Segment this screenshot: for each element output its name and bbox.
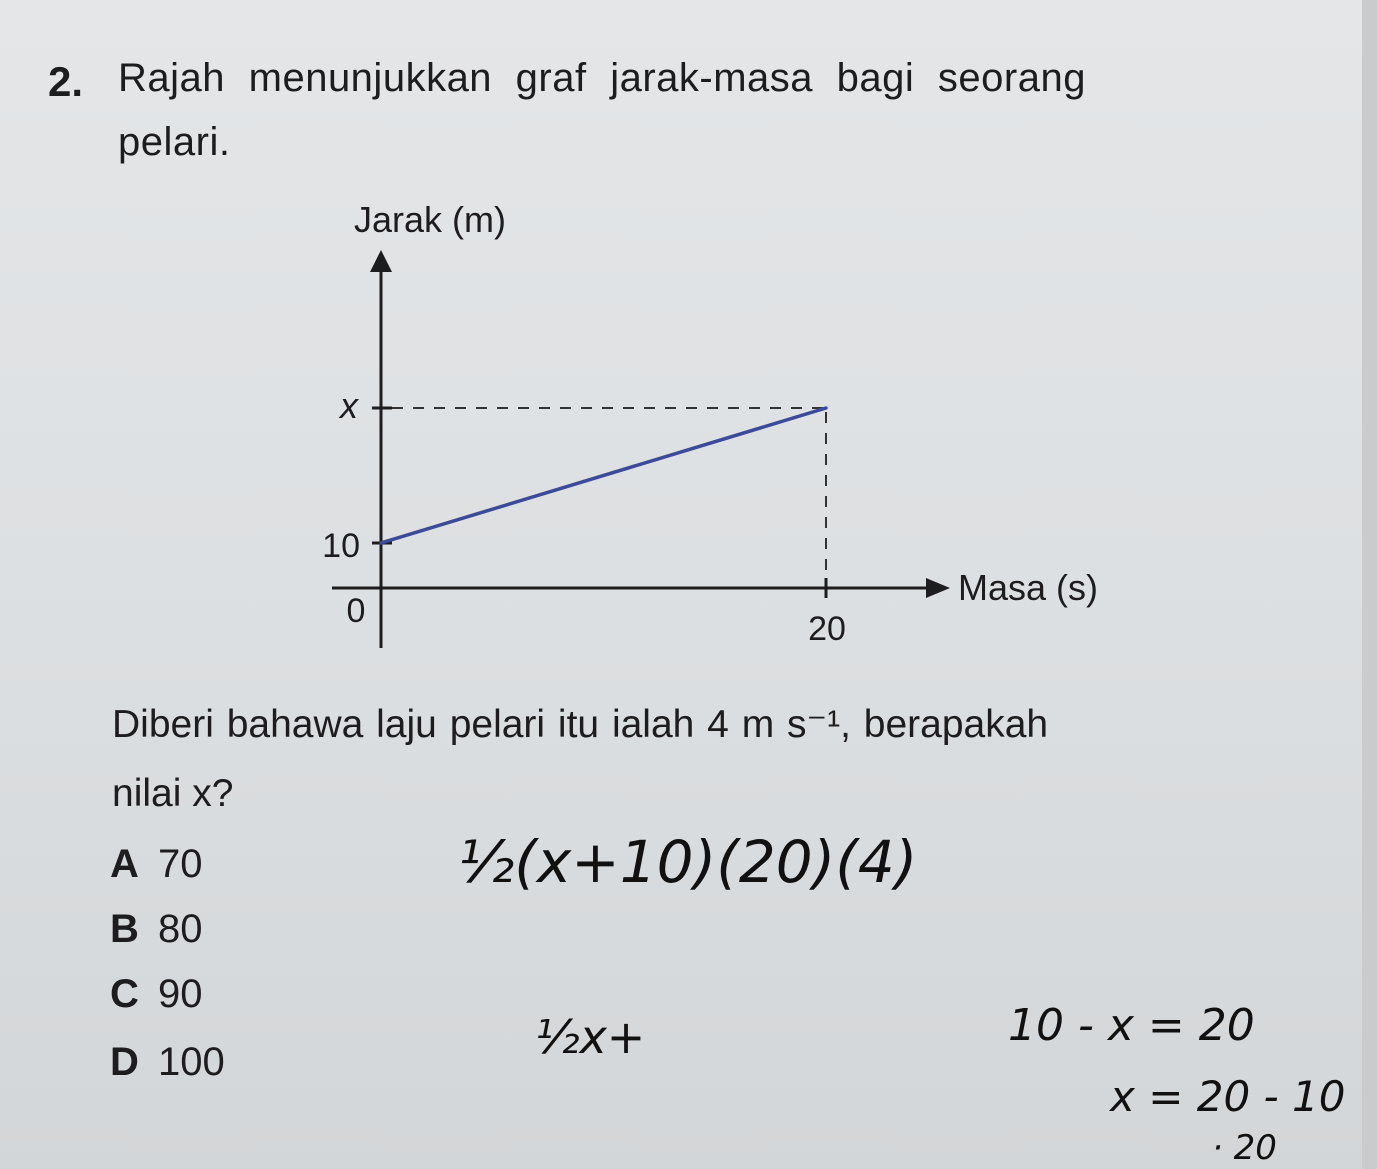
option-a-value: 70 <box>158 842 203 886</box>
option-b[interactable] <box>110 907 203 952</box>
question-stem-line1: Diberi bahawa laju pelari itu ialah 4 m s⁻¹, berapakah <box>112 703 1049 746</box>
option-d-letter: D <box>110 1040 139 1084</box>
series-line <box>381 408 826 543</box>
option-a-letter: A <box>110 842 139 886</box>
y-tick-label-10: 10 <box>322 527 360 565</box>
option-b-letter: B <box>110 907 139 951</box>
x-axis-arrow <box>926 578 950 598</box>
origin-label: 0 <box>346 592 366 630</box>
handwritten-working-1: ½(x+10)(20)(4) <box>458 828 918 896</box>
x-axis-label: Masa (s) <box>958 567 1099 608</box>
y-axis-arrow <box>370 250 392 272</box>
y-axis-label: Jarak (m) <box>354 199 506 240</box>
handwritten-working-5: · 20 <box>1212 1128 1277 1168</box>
option-c-letter: C <box>110 972 139 1016</box>
option-d[interactable] <box>110 1040 225 1085</box>
question-text-line1: Rajah menunjukkan graf jarak-masa bagi seorang <box>118 56 1086 100</box>
handwritten-working-2: ½x+ <box>535 1010 646 1064</box>
option-c-value: 90 <box>158 972 203 1016</box>
option-a[interactable] <box>110 842 203 887</box>
question-text-line2: pelari. <box>118 120 231 164</box>
handwritten-working-3: 10 - x = 20 <box>1008 1000 1255 1051</box>
handwritten-working-4: x = 20 - 10 <box>1110 1072 1346 1121</box>
x-tick-label-20: 20 <box>808 610 846 648</box>
option-b-value: 80 <box>158 907 203 951</box>
question-stem-line2: nilai x? <box>112 772 234 815</box>
question-number: 2. <box>48 58 84 105</box>
y-tick-label-x: x <box>340 385 358 426</box>
option-d-value: 100 <box>158 1040 225 1084</box>
option-c[interactable] <box>110 972 203 1017</box>
